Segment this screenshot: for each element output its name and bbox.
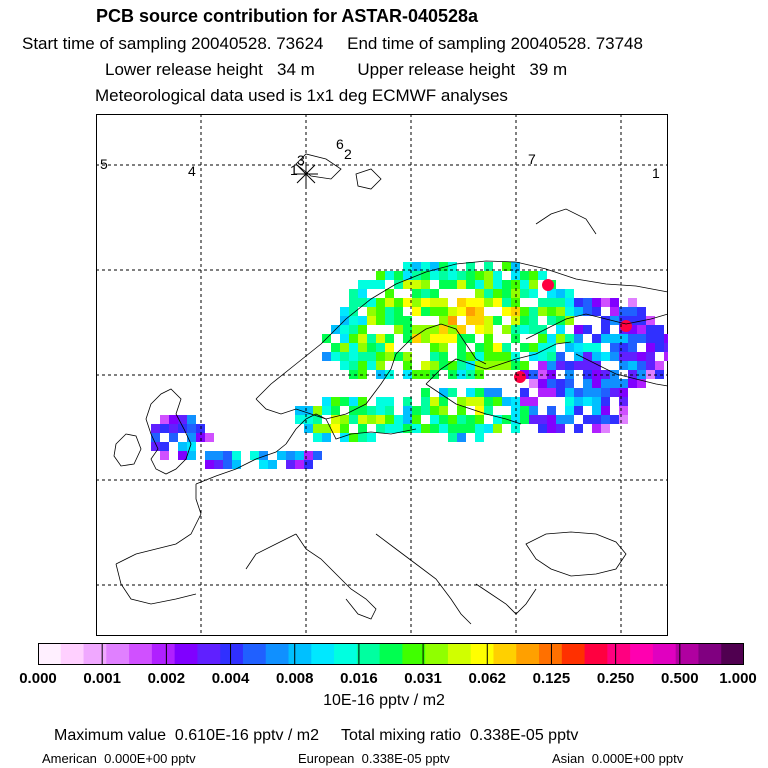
colorbar-tick-label: 0.062 <box>468 670 507 687</box>
colorbar-swatch <box>266 643 289 665</box>
american-value: 0.000E+00 pptv <box>104 751 196 766</box>
colorbar-units: 10E-16 pptv / m2 <box>323 692 445 709</box>
colorbar-swatch <box>516 643 539 665</box>
total-label: Total mixing ratio <box>340 727 461 744</box>
site-label-5: 5 <box>100 156 108 172</box>
site-label-6: 6 <box>336 136 344 152</box>
colorbar-swatch <box>334 643 357 665</box>
colorbar-swatch <box>220 643 243 665</box>
colorbar-tick-label: 0.125 <box>532 670 571 687</box>
colorbar-swatch <box>106 643 129 665</box>
colorbar-swatch <box>61 643 84 665</box>
american-label: American <box>42 751 97 766</box>
asian-value: 0.000E+00 pptv <box>591 751 684 766</box>
colorbar-swatch <box>539 643 562 665</box>
colorbar-swatch <box>152 643 175 665</box>
sampling-times <box>22 34 768 54</box>
star-icon <box>294 162 318 186</box>
site-label-2: 2 <box>344 146 352 162</box>
colorbar-swatch <box>585 643 608 665</box>
site-label-1b: 1 <box>652 165 660 181</box>
european-label: European <box>298 751 355 766</box>
max-label: Maximum value <box>54 727 167 744</box>
lower-label: Lower release height <box>105 60 263 79</box>
summary-line <box>54 727 578 745</box>
colorbar-swatch <box>425 643 448 665</box>
colorbar-swatch <box>289 643 312 665</box>
colorbar-swatch <box>562 643 585 665</box>
max-value: 0.610E-16 pptv / m2 <box>174 727 320 744</box>
start-label: Start time of sampling <box>22 34 187 53</box>
site-label-4: 4 <box>188 163 196 179</box>
asian-label: Asian <box>552 751 585 766</box>
european-value: 0.338E-05 pptv <box>361 751 450 766</box>
colorbar-swatch <box>721 643 744 665</box>
start-value: 20040528. 73624 <box>191 34 324 53</box>
upper-label: Upper release height <box>357 60 516 79</box>
colorbar-swatch <box>311 643 334 665</box>
site-label-1: 1 <box>290 162 298 178</box>
colorbar-swatch <box>129 643 152 665</box>
colorbar-swatch <box>357 643 380 665</box>
colorbar-swatch <box>84 643 107 665</box>
european-contribution <box>298 751 450 766</box>
lower-value: 34 m <box>277 60 315 79</box>
colorbar-tick-label: 0.500 <box>661 670 699 687</box>
colorbar-swatch <box>197 643 220 665</box>
colorbar-swatch <box>676 643 699 665</box>
colorbar-tick-label: 1.000 <box>719 670 757 687</box>
colorbar-tick-label: 0.031 <box>404 670 442 687</box>
colorbar-swatch <box>402 643 425 665</box>
end-label: End time of sampling <box>347 34 506 53</box>
colorbar-swatch <box>175 643 198 665</box>
colorbar-tick-label: 0.008 <box>275 670 314 687</box>
colorbar-swatch <box>630 643 653 665</box>
colorbar-tick-label: 0.250 <box>596 670 635 687</box>
colorbar-swatch <box>448 643 471 665</box>
colorbar-tick-label: 0.001 <box>83 670 121 687</box>
colorbar-tick-label: 0.016 <box>340 670 378 687</box>
american-contribution <box>42 751 196 766</box>
colorbar-tick-label: 0.004 <box>211 670 250 687</box>
colorbar-swatch <box>607 643 630 665</box>
site-label-7: 7 <box>528 151 536 167</box>
colorbar <box>38 643 744 665</box>
colorbar-swatch <box>243 643 266 665</box>
colorbar-swatch <box>653 643 676 665</box>
colorbar-swatch <box>471 643 494 665</box>
colorbar-swatch <box>380 643 403 665</box>
site-label-3: 3 <box>297 152 305 168</box>
upper-value: 39 m <box>529 60 568 79</box>
colorbar-swatch <box>493 643 516 665</box>
plot-title: PCB source contribution for ASTAR-040528a <box>96 6 479 26</box>
colorbar-tick-label: 0.000 <box>19 670 57 687</box>
release-heights <box>105 60 768 80</box>
colorbar-swatch <box>698 643 721 665</box>
total-value: 0.338E-05 pptv <box>469 727 579 744</box>
colorbar-tick-label: 0.002 <box>147 670 186 687</box>
end-value: 20040528. 73748 <box>510 34 643 53</box>
colorbar-swatch <box>38 643 61 665</box>
asian-contribution <box>552 751 683 766</box>
met-data-note: Meteorological data used is 1x1 deg ECMWF analyses <box>95 86 508 105</box>
map-panel <box>96 114 668 636</box>
